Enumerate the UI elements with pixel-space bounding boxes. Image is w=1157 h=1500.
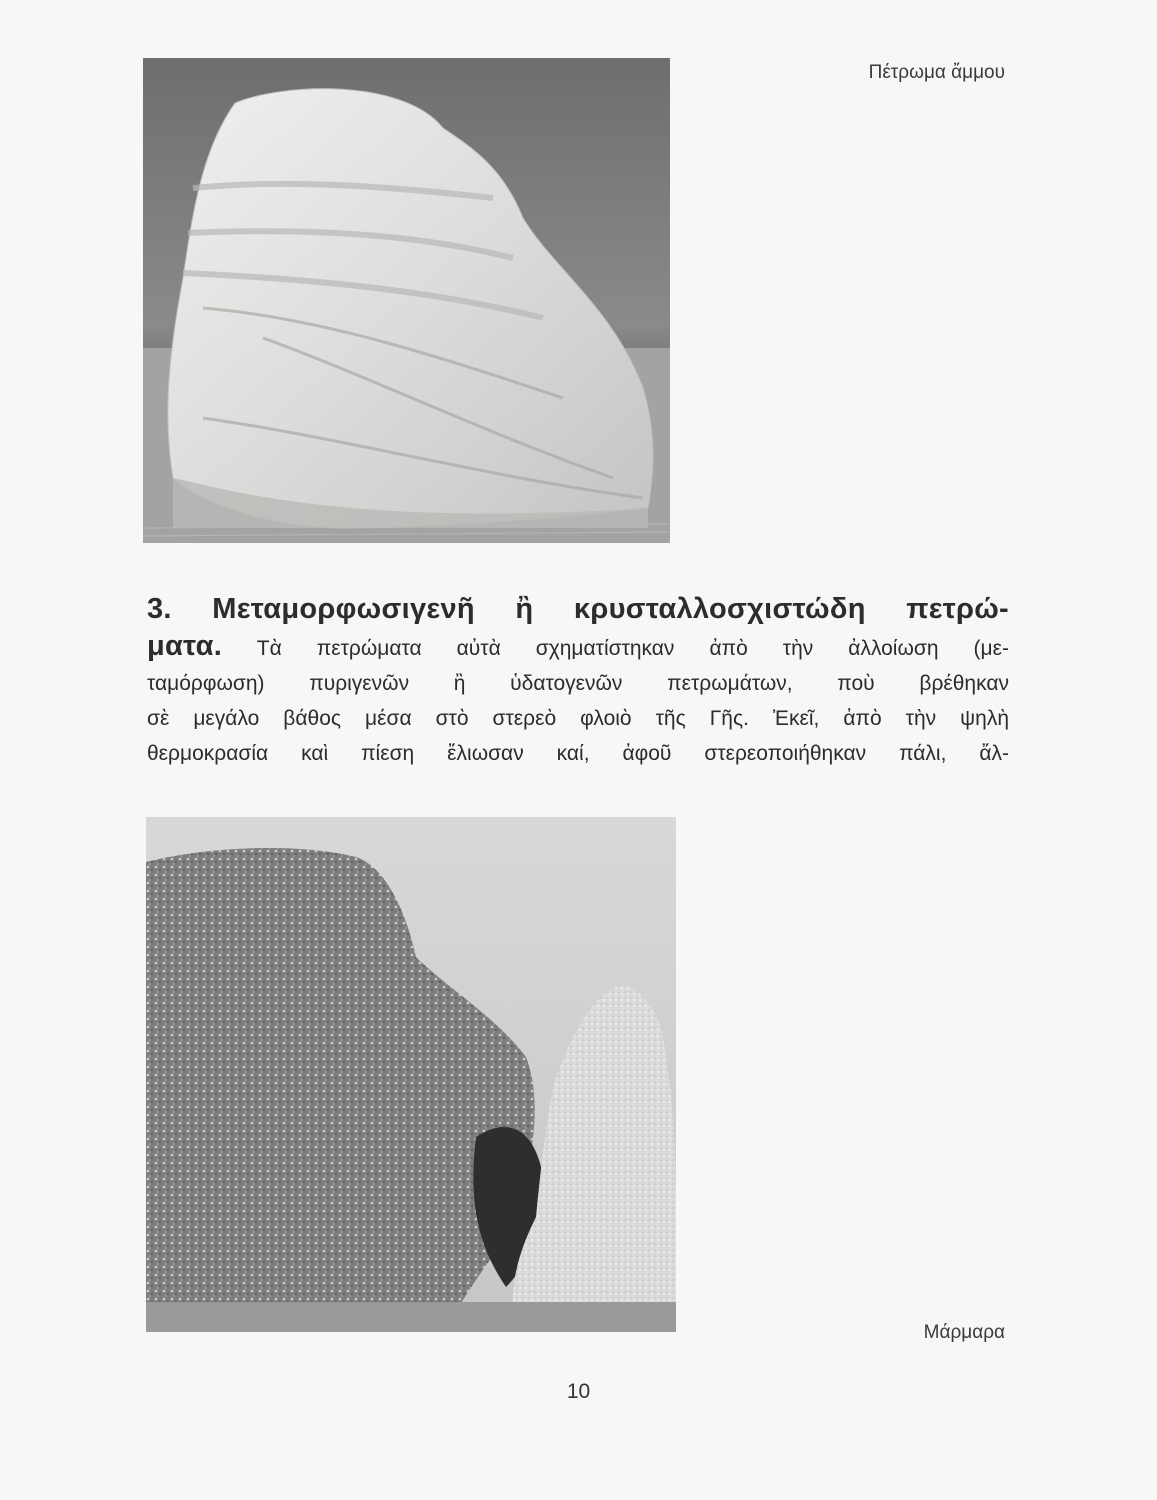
marble-photo (146, 817, 676, 1332)
section-heading-cont: ματα. (147, 630, 223, 662)
page-number: 10 (566, 1380, 591, 1403)
body-line-1: Τὰ πετρώματα αὐτὰ σχηματίστηκαν ἀπὸ τὴν ἀλλοίωση (με- (256, 637, 1009, 660)
text-line-1 (147, 629, 1009, 666)
figure-caption-marble: Μάρμαρα (923, 1322, 1005, 1343)
heading-line (147, 592, 1009, 629)
figure-caption-sandstone: Πέτρωμα ἄμμου (868, 62, 1005, 83)
body-line-4: θερμοκρασία καὶ πίεση ἔλιωσαν καί, ἀφοῦ στερεοποιήθηκαν πάλι, ἄλ- (147, 742, 1009, 765)
sandstone-photo (143, 58, 670, 543)
section-heading: 3. Μεταμορφωσιγενῆ ἢ κρυσταλλοσχιστώδη πετρώ- (147, 593, 1009, 625)
body-line-2: ταμόρφωση) πυριγενῶν ἢ ὑδατογενῶν πετρωμάτων, ποὺ βρέθηκαν (147, 672, 1009, 695)
section-text (147, 592, 1009, 771)
body-line-3: σὲ μεγάλο βάθος μέσα στὸ στερεὸ φλοιὸ τῆς Γῆς. Ἐκεῖ, ἀπὸ τὴν ψηλὴ (147, 707, 1009, 730)
